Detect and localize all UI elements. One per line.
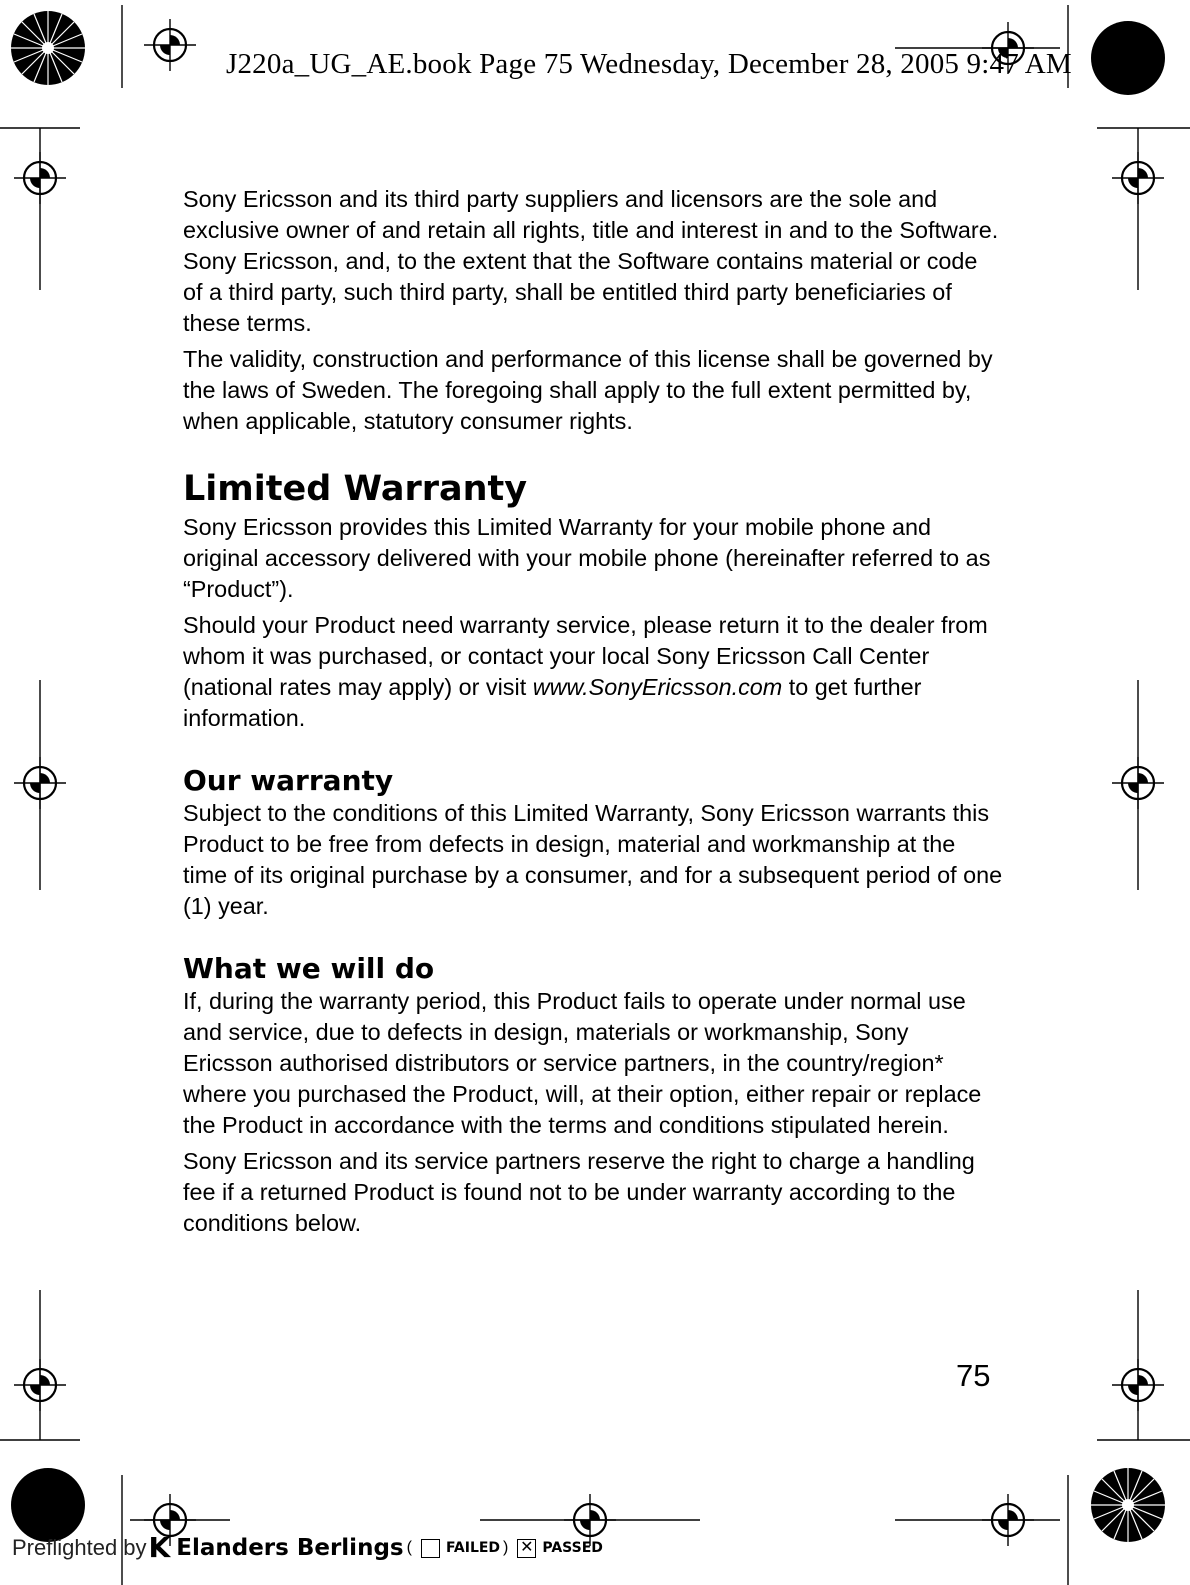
elanders-logo-icon: K bbox=[148, 1531, 171, 1564]
our-warranty-paragraph: Subject to the conditions of this Limited Warranty, Sony Ericsson warrants this Product to be free from defects in design, material and workmanship at the time of its original purchase by a consumer, and for a subsequent period of one (1) year. bbox=[183, 800, 1003, 919]
failed-checkbox-icon bbox=[421, 1539, 440, 1558]
paren-open: ( bbox=[406, 1538, 412, 1556]
starburst-top-left bbox=[11, 11, 85, 85]
registration-mark-right-lower bbox=[1112, 1359, 1164, 1411]
limited-warranty-heading: Limited Warranty bbox=[183, 469, 528, 509]
limited-warranty-text-after-link: to get further information. bbox=[183, 674, 922, 731]
passed-checkbox-icon: ✕ bbox=[517, 1539, 536, 1558]
limited-warranty-paragraph-1: Sony Ericsson provides this Limited Warranty for your mobile phone and original accessory delivered with your mobile phone (hereinafter referred to as “Product”). bbox=[183, 514, 991, 602]
website-link[interactable]: www.SonyEricsson.com bbox=[532, 674, 783, 700]
failed-label: FAILED bbox=[445, 1539, 501, 1556]
registration-mark-bottom-right bbox=[982, 1494, 1034, 1546]
page-number: 75 bbox=[956, 1358, 991, 1393]
preflight-footer bbox=[12, 1531, 603, 1564]
limited-warranty-paragraph-2 bbox=[183, 610, 1003, 734]
registration-mark-top-center-left bbox=[144, 19, 196, 71]
elanders-logo-text: Elanders Berlings bbox=[176, 1534, 404, 1561]
registration-mark-left-upper bbox=[14, 152, 66, 204]
intro-paragraph-1: Sony Ericsson and its third party suppliers and licensors are the sole and exclusive owner of and retain all rights, title and interest in and to the Software. Sony Ericsson, and, to the extent that the Software contains material or code of a third party, such third party, shall be entitled third party beneficiaries of these terms. bbox=[183, 186, 999, 336]
what-we-will-do-paragraph-1: If, during the warranty period, this Product fails to operate under normal use and service, due to defects in design, materials or workmanship, Sony Ericsson authorised distributors or service partners, in the country/region* where you purchased the Product, will, at their option, either repair or replace the Product in accordance with the terms and conditions stipulated herein. bbox=[183, 988, 982, 1138]
paren-close: ) bbox=[503, 1538, 509, 1556]
registration-mark-left-lower bbox=[14, 1359, 66, 1411]
page-content bbox=[183, 184, 1003, 1244]
preflight-prefix: Preflighted by bbox=[12, 1534, 147, 1560]
our-warranty-heading: Our warranty bbox=[183, 764, 394, 797]
intro-paragraph-2: The validity, construction and performance of this license shall be governed by the laws of Sweden. The foregoing shall apply to the full extent permitted by, when applicable, statutory consumer rights. bbox=[183, 346, 993, 434]
registration-mark-right-middle bbox=[1112, 757, 1164, 809]
registration-mark-left-middle bbox=[14, 757, 66, 809]
starburst-bottom-right bbox=[1091, 1468, 1165, 1542]
registration-mark-right-upper bbox=[1112, 152, 1164, 204]
what-we-will-do-paragraph-2: Sony Ericsson and its service partners reserve the right to charge a handling fee if a returned Product is found not to be under warranty according to the conditions below. bbox=[183, 1148, 975, 1236]
limited-warranty-text-before-link: Should your Product need warranty service, please return it to the dealer from whom it was purchased, or contact your local Sony Ericsson Call Center (national rates may apply) or visit bbox=[183, 612, 988, 700]
page-header: J220a_UG_AE.book Page 75 Wednesday, December 28, 2005 9:47 AM bbox=[226, 48, 1072, 80]
passed-label: PASSED bbox=[542, 1539, 603, 1556]
what-we-will-do-heading: What we will do bbox=[183, 952, 435, 985]
